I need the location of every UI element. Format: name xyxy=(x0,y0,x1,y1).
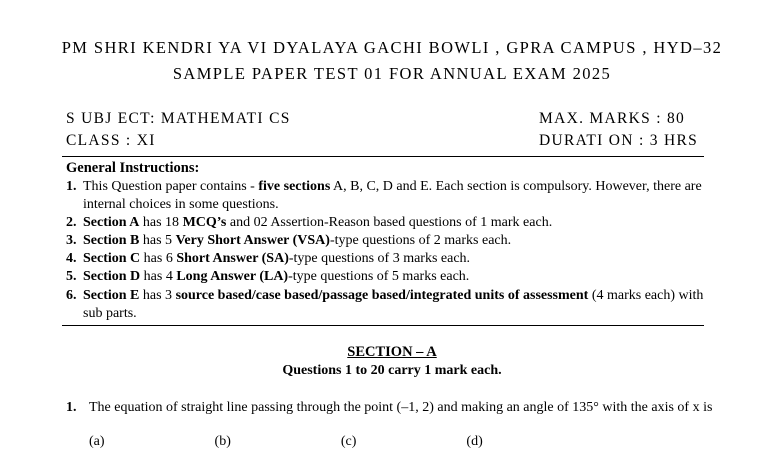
instruction-question-type: Long Answer (LA) xyxy=(176,269,289,285)
duration-label: DURATI ON : 3 HRS xyxy=(539,132,699,149)
instruction-text: has 3 xyxy=(139,287,176,303)
instruction-text: This Question paper contains - xyxy=(83,179,259,194)
instruction-number: 5. xyxy=(66,269,77,285)
question-item xyxy=(66,399,716,417)
class-label: CLASS : XI xyxy=(66,132,156,149)
option-label: (a) xyxy=(89,434,105,449)
instruction-text: has 5 xyxy=(139,233,176,249)
instruction-text: and 02 Assertion-Reason based questions of 1 mark each. xyxy=(226,215,553,231)
top-divider xyxy=(62,156,704,157)
instruction-text: has 6 xyxy=(140,251,177,267)
section-subtitle: Questions 1 to 20 carry 1 mark each. xyxy=(282,363,502,378)
test-title: SAMPLE PAPER TEST 01 FOR ANNUAL EXAM 2025 xyxy=(172,64,612,83)
instruction-item xyxy=(66,287,716,323)
question-options xyxy=(89,434,689,450)
instructions-title: General Instructions: xyxy=(66,160,200,176)
instruction-text: has 4 xyxy=(140,269,177,285)
instruction-text: has 18 xyxy=(139,215,183,231)
instruction-question-type: MCQ’s xyxy=(182,215,227,231)
instruction-number: 3. xyxy=(66,233,77,249)
instruction-text: -type questions of 2 marks each. xyxy=(329,233,512,249)
instruction-section-name: Section D xyxy=(83,269,141,285)
instruction-text: A, B, C, D and E. Each section is compulsory. However, there are internal choices in some questions. xyxy=(83,179,702,213)
instruction-question-type: source based/case based/passage based/integrated units of assessment xyxy=(175,287,589,303)
instruction-item xyxy=(66,268,716,286)
school-name: PM SHRI KENDRI YA VI DYALAYA GACHI BOWLI , GPRA CAMPUS , HYD–32 xyxy=(61,38,723,57)
instruction-item xyxy=(66,232,716,250)
max-marks-label: MAX. MARKS : 80 xyxy=(539,110,686,127)
instruction-number: 1. xyxy=(66,179,77,194)
instruction-number: 4. xyxy=(66,251,77,267)
option-label: (d) xyxy=(466,434,483,449)
instruction-section-name: Section E xyxy=(83,287,140,303)
question-text: The equation of straight line passing through the point (–1, 2) and making an angle of 135° with the axis of x is xyxy=(89,400,713,415)
question-number: 1. xyxy=(66,400,77,415)
instructions-list xyxy=(66,178,716,323)
instruction-item xyxy=(66,214,716,232)
instruction-text: -type questions of 5 marks each. xyxy=(288,269,470,285)
instruction-bold-text: five sections xyxy=(258,179,331,194)
section-title: SECTION – A xyxy=(347,344,437,360)
instruction-item xyxy=(66,250,716,268)
instruction-number: 6. xyxy=(66,287,77,303)
instruction-section-name: Section C xyxy=(83,251,141,267)
option-label: (b) xyxy=(214,434,231,449)
instruction-number: 2. xyxy=(66,215,77,231)
bottom-divider xyxy=(62,325,704,326)
option-label: (c) xyxy=(340,434,357,449)
instruction-question-type: Short Answer (SA) xyxy=(176,251,289,267)
subject-label: S UBJ ECT: MATHEMATI CS xyxy=(66,110,291,127)
instruction-question-type: Very Short Answer (VSA) xyxy=(175,233,330,249)
instruction-text: (4 marks each) with sub parts. xyxy=(83,287,704,321)
instruction-text: -type questions of 3 marks each. xyxy=(288,251,471,267)
instruction-item xyxy=(66,178,716,214)
instruction-section-name: Section A xyxy=(83,215,140,231)
instruction-section-name: Section B xyxy=(83,233,140,249)
